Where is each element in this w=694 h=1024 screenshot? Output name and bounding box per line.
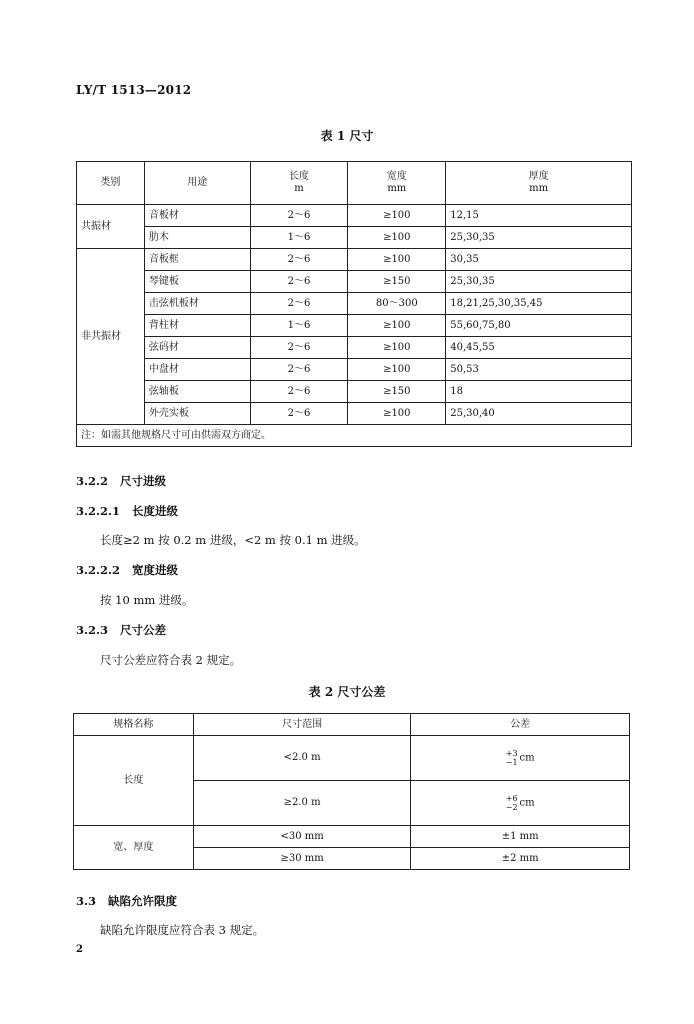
table-row	[77, 227, 632, 249]
thickness-cell: 12,15	[446, 205, 632, 227]
tolerance-cell: +6 −2 cm	[411, 781, 630, 826]
thickness-cell: 18,21,25,30,35,45	[446, 293, 632, 315]
width-cell: ≥100	[348, 403, 446, 425]
thickness-cell: 25,30,35	[446, 271, 632, 293]
range-cell: <2.0 m	[193, 736, 411, 781]
range-cell: ≥2.0 m	[193, 781, 411, 826]
section-3-2-2-1-heading: 3.2.2.1 长度进级	[76, 504, 179, 518]
category-resonance: 共振材	[77, 205, 145, 249]
col-spec-name: 规格名称	[74, 714, 194, 736]
table-row	[77, 205, 632, 227]
width-cell: ≥100	[348, 205, 446, 227]
col-width: 宽度 mm	[348, 162, 446, 205]
thickness-cell: 40,45,55	[446, 337, 632, 359]
table2-header-row	[74, 714, 630, 736]
tolerance-cell: ±1 mm	[411, 826, 630, 848]
usage-cell: 琴键板	[144, 271, 250, 293]
length-cell: 2～6	[250, 205, 348, 227]
usage-cell: 击弦机板材	[144, 293, 250, 315]
tolerance-cell: +3 −1 cm	[411, 736, 630, 781]
table-row	[74, 736, 630, 781]
usage-cell: 弦轴板	[144, 381, 250, 403]
section-3-2-2-2-text: 按 10 mm 进级。	[100, 593, 194, 607]
length-cell: 2～6	[250, 249, 348, 271]
spec-length: 长度	[74, 736, 194, 826]
width-cell: ≥100	[348, 249, 446, 271]
usage-cell: 音板材	[144, 205, 250, 227]
section-3-2-2-2-heading: 3.2.2.2 宽度进级	[76, 563, 179, 577]
table-row	[77, 249, 632, 271]
table1-note-row	[77, 425, 632, 447]
section-3-2-3-text: 尺寸公差应符合表 2 规定。	[100, 653, 242, 667]
usage-cell: 背柱材	[144, 315, 250, 337]
table1-header-row	[77, 162, 632, 205]
col-length: 长度 m	[250, 162, 348, 205]
length-cell: 1～6	[250, 315, 348, 337]
table-row	[77, 381, 632, 403]
table-row	[77, 403, 632, 425]
length-cell: 2～6	[250, 359, 348, 381]
range-cell: <30 mm	[193, 826, 411, 848]
table1-note: 注：如需其他规格尺寸可由供需双方商定。	[77, 425, 632, 447]
length-cell: 2～6	[250, 337, 348, 359]
section-3-3-heading: 3.3 缺陷允许限度	[76, 894, 178, 908]
range-cell: ≥30 mm	[193, 848, 411, 870]
table-row	[77, 337, 632, 359]
page-number: 2	[76, 944, 83, 955]
width-cell: ≥100	[348, 359, 446, 381]
usage-cell: 外壳实板	[144, 403, 250, 425]
table-row	[77, 293, 632, 315]
col-usage: 用途	[144, 162, 250, 205]
thickness-cell: 55,60,75,80	[446, 315, 632, 337]
table-row	[74, 826, 630, 848]
table-row	[77, 271, 632, 293]
tolerance-table	[73, 713, 630, 870]
width-cell: ≥100	[348, 315, 446, 337]
table-row	[77, 315, 632, 337]
col-size-range: 尺寸范围	[193, 714, 411, 736]
length-cell: 2～6	[250, 381, 348, 403]
size-table	[76, 161, 632, 447]
length-cell: 2～6	[250, 271, 348, 293]
usage-cell: 音板框	[144, 249, 250, 271]
standard-code: LY/T 1513—2012	[76, 83, 192, 97]
tolerance-cell: ±2 mm	[411, 848, 630, 870]
width-cell: ≥100	[348, 337, 446, 359]
col-tolerance: 公差	[411, 714, 630, 736]
usage-cell: 中盘材	[144, 359, 250, 381]
thickness-cell: 18	[446, 381, 632, 403]
category-non-resonance: 非共振材	[77, 249, 145, 425]
col-category: 类别	[77, 162, 145, 205]
spec-width-thickness: 宽、厚度	[74, 826, 194, 870]
thickness-cell: 25,30,40	[446, 403, 632, 425]
length-cell: 2～6	[250, 403, 348, 425]
width-cell: ≥100	[348, 227, 446, 249]
width-cell: ≥150	[348, 271, 446, 293]
thickness-cell: 50,53	[446, 359, 632, 381]
table1-caption: 表 1 尺寸	[320, 129, 374, 143]
section-3-2-3-heading: 3.2.3 尺寸公差	[76, 623, 167, 637]
width-cell: 80～300	[348, 293, 446, 315]
thickness-cell: 30,35	[446, 249, 632, 271]
usage-cell: 肋木	[144, 227, 250, 249]
width-cell: ≥150	[348, 381, 446, 403]
length-cell: 2～6	[250, 293, 348, 315]
thickness-cell: 25,30,35	[446, 227, 632, 249]
table2-caption: 表 2 尺寸公差	[308, 685, 386, 699]
length-cell: 1～6	[250, 227, 348, 249]
table-row	[77, 359, 632, 381]
col-thickness: 厚度 mm	[446, 162, 632, 205]
section-3-2-2-1-text: 长度≥2 m 按 0.2 m 进级，<2 m 按 0.1 m 进级。	[100, 533, 366, 547]
section-3-3-text: 缺陷允许限度应符合表 3 规定。	[100, 923, 265, 937]
usage-cell: 弦码材	[144, 337, 250, 359]
section-3-2-2-heading: 3.2.2 尺寸进级	[76, 474, 167, 488]
